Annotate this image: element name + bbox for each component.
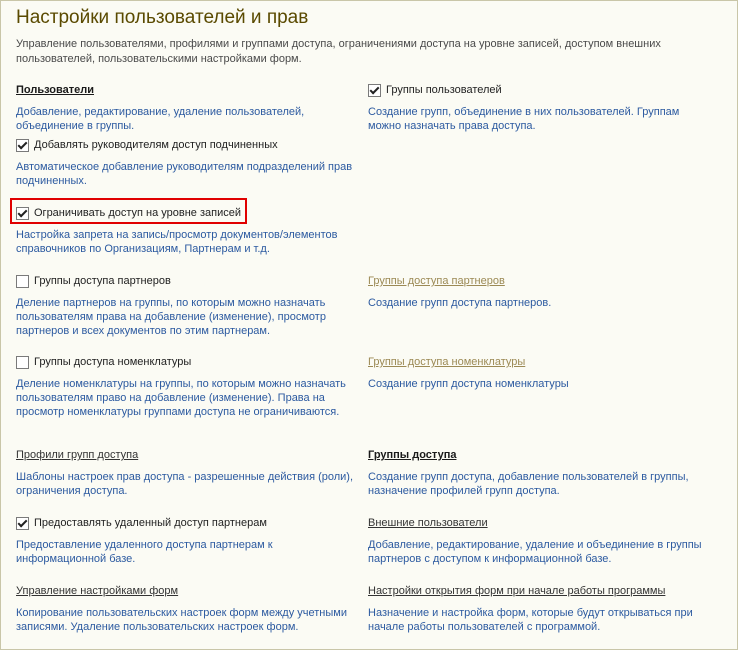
external-users-description: Добавление, редактирование, удаление и объединение в группы партнеров с доступом к информационной базе.	[368, 539, 702, 565]
access-groups-description: Создание групп доступа, добавление пользователей в группы, назначение профилей групп доступа.	[368, 471, 689, 497]
form-opening-description: Назначение и настройка форм, которые будут открываться при начале работы пользователей с программой.	[368, 607, 693, 633]
record-level-label[interactable]: Ограничивать доступ на уровне записей	[34, 207, 242, 219]
users-section	[16, 83, 361, 133]
remote-access-section	[16, 516, 361, 566]
user-groups-description: Создание групп, объединение в них пользователей. Группам можно назначать права доступа.	[368, 106, 680, 132]
record-level-description: Настройка запрета на запись/просмотр документов/элементов справочников по Организациям, Партнерам и т.д.	[16, 229, 338, 255]
nomenclature-groups-section	[16, 355, 361, 419]
user-groups-label[interactable]: Группы пользователей	[386, 84, 502, 96]
form-settings-section	[16, 584, 361, 634]
nomenclature-groups-description: Деление номенклатуры на группы, по которым можно назначать пользователям право на добавление (изменение). Права на просмотр номенклатуры группами доступа не ограничиваются.	[16, 378, 346, 418]
access-profiles-description: Шаблоны настроек прав доступа - разрешенные действия (роли), ограничения доступа.	[16, 471, 354, 497]
users-link[interactable]: Пользователи	[16, 84, 95, 96]
partner-groups-description: Деление партнеров на группы, по которым можно назначать пользователям права на добавление (изменение), просмотр партнеров и всех документов по этим партнерам.	[16, 297, 326, 337]
record-level-section	[16, 206, 361, 256]
access-groups-section	[368, 448, 713, 498]
form-opening-link[interactable]: Настройки открытия форм при начале работы программы	[368, 585, 666, 597]
nomenclature-groups-label[interactable]: Группы доступа номенклатуры	[34, 356, 192, 368]
partner-groups-section	[16, 274, 361, 338]
form-opening-section	[368, 584, 713, 634]
managers-access-label[interactable]: Добавлять руководителям доступ подчиненных	[34, 139, 278, 151]
page-title: Настройки пользователей и прав	[16, 7, 309, 28]
form-settings-description: Копирование пользовательских настроек форм между учетными записями. Удаление пользовательских настроек форм.	[16, 607, 347, 633]
page-description: Управление пользователями, профилями и группами доступа, ограничениями доступа на уровне записей, доступом внешних пользователей, пользовательскими настройками форм.	[16, 38, 661, 65]
partner-groups-link[interactable]: Группы доступа партнеров	[368, 275, 505, 287]
partner-groups-link-section	[368, 274, 713, 310]
remote-access-label[interactable]: Предоставлять удаленный доступ партнерам	[34, 517, 267, 529]
form-settings-link[interactable]: Управление настройками форм	[16, 585, 179, 597]
partner-groups-checkbox[interactable]	[16, 275, 29, 288]
record-level-checkbox[interactable]	[16, 207, 29, 220]
nomenclature-groups-link-description: Создание групп доступа номенклатуры	[368, 378, 569, 390]
external-users-section	[368, 516, 713, 566]
managers-access-section	[16, 138, 361, 188]
partner-groups-link-description: Создание групп доступа партнеров.	[368, 297, 552, 309]
external-users-link[interactable]: Внешние пользователи	[368, 517, 488, 529]
nomenclature-groups-link[interactable]: Группы доступа номенклатуры	[368, 356, 526, 368]
managers-access-description: Автоматическое добавление руководителям подразделений прав подчиненных.	[16, 161, 353, 187]
access-profiles-link[interactable]: Профили групп доступа	[16, 449, 139, 461]
remote-access-checkbox[interactable]	[16, 517, 29, 530]
partner-groups-label[interactable]: Группы доступа партнеров	[34, 275, 171, 287]
remote-access-description: Предоставление удаленного доступа партнерам к информационной базе.	[16, 539, 273, 565]
user-groups-checkbox[interactable]	[368, 84, 381, 97]
user-groups-section	[368, 83, 713, 133]
access-profiles-section	[16, 448, 361, 498]
managers-access-checkbox[interactable]	[16, 139, 29, 152]
access-groups-link[interactable]: Группы доступа	[368, 449, 457, 461]
nomenclature-groups-link-section	[368, 355, 713, 391]
users-description: Добавление, редактирование, удаление пользователей, объединение в группы.	[16, 106, 305, 132]
nomenclature-groups-checkbox[interactable]	[16, 356, 29, 369]
